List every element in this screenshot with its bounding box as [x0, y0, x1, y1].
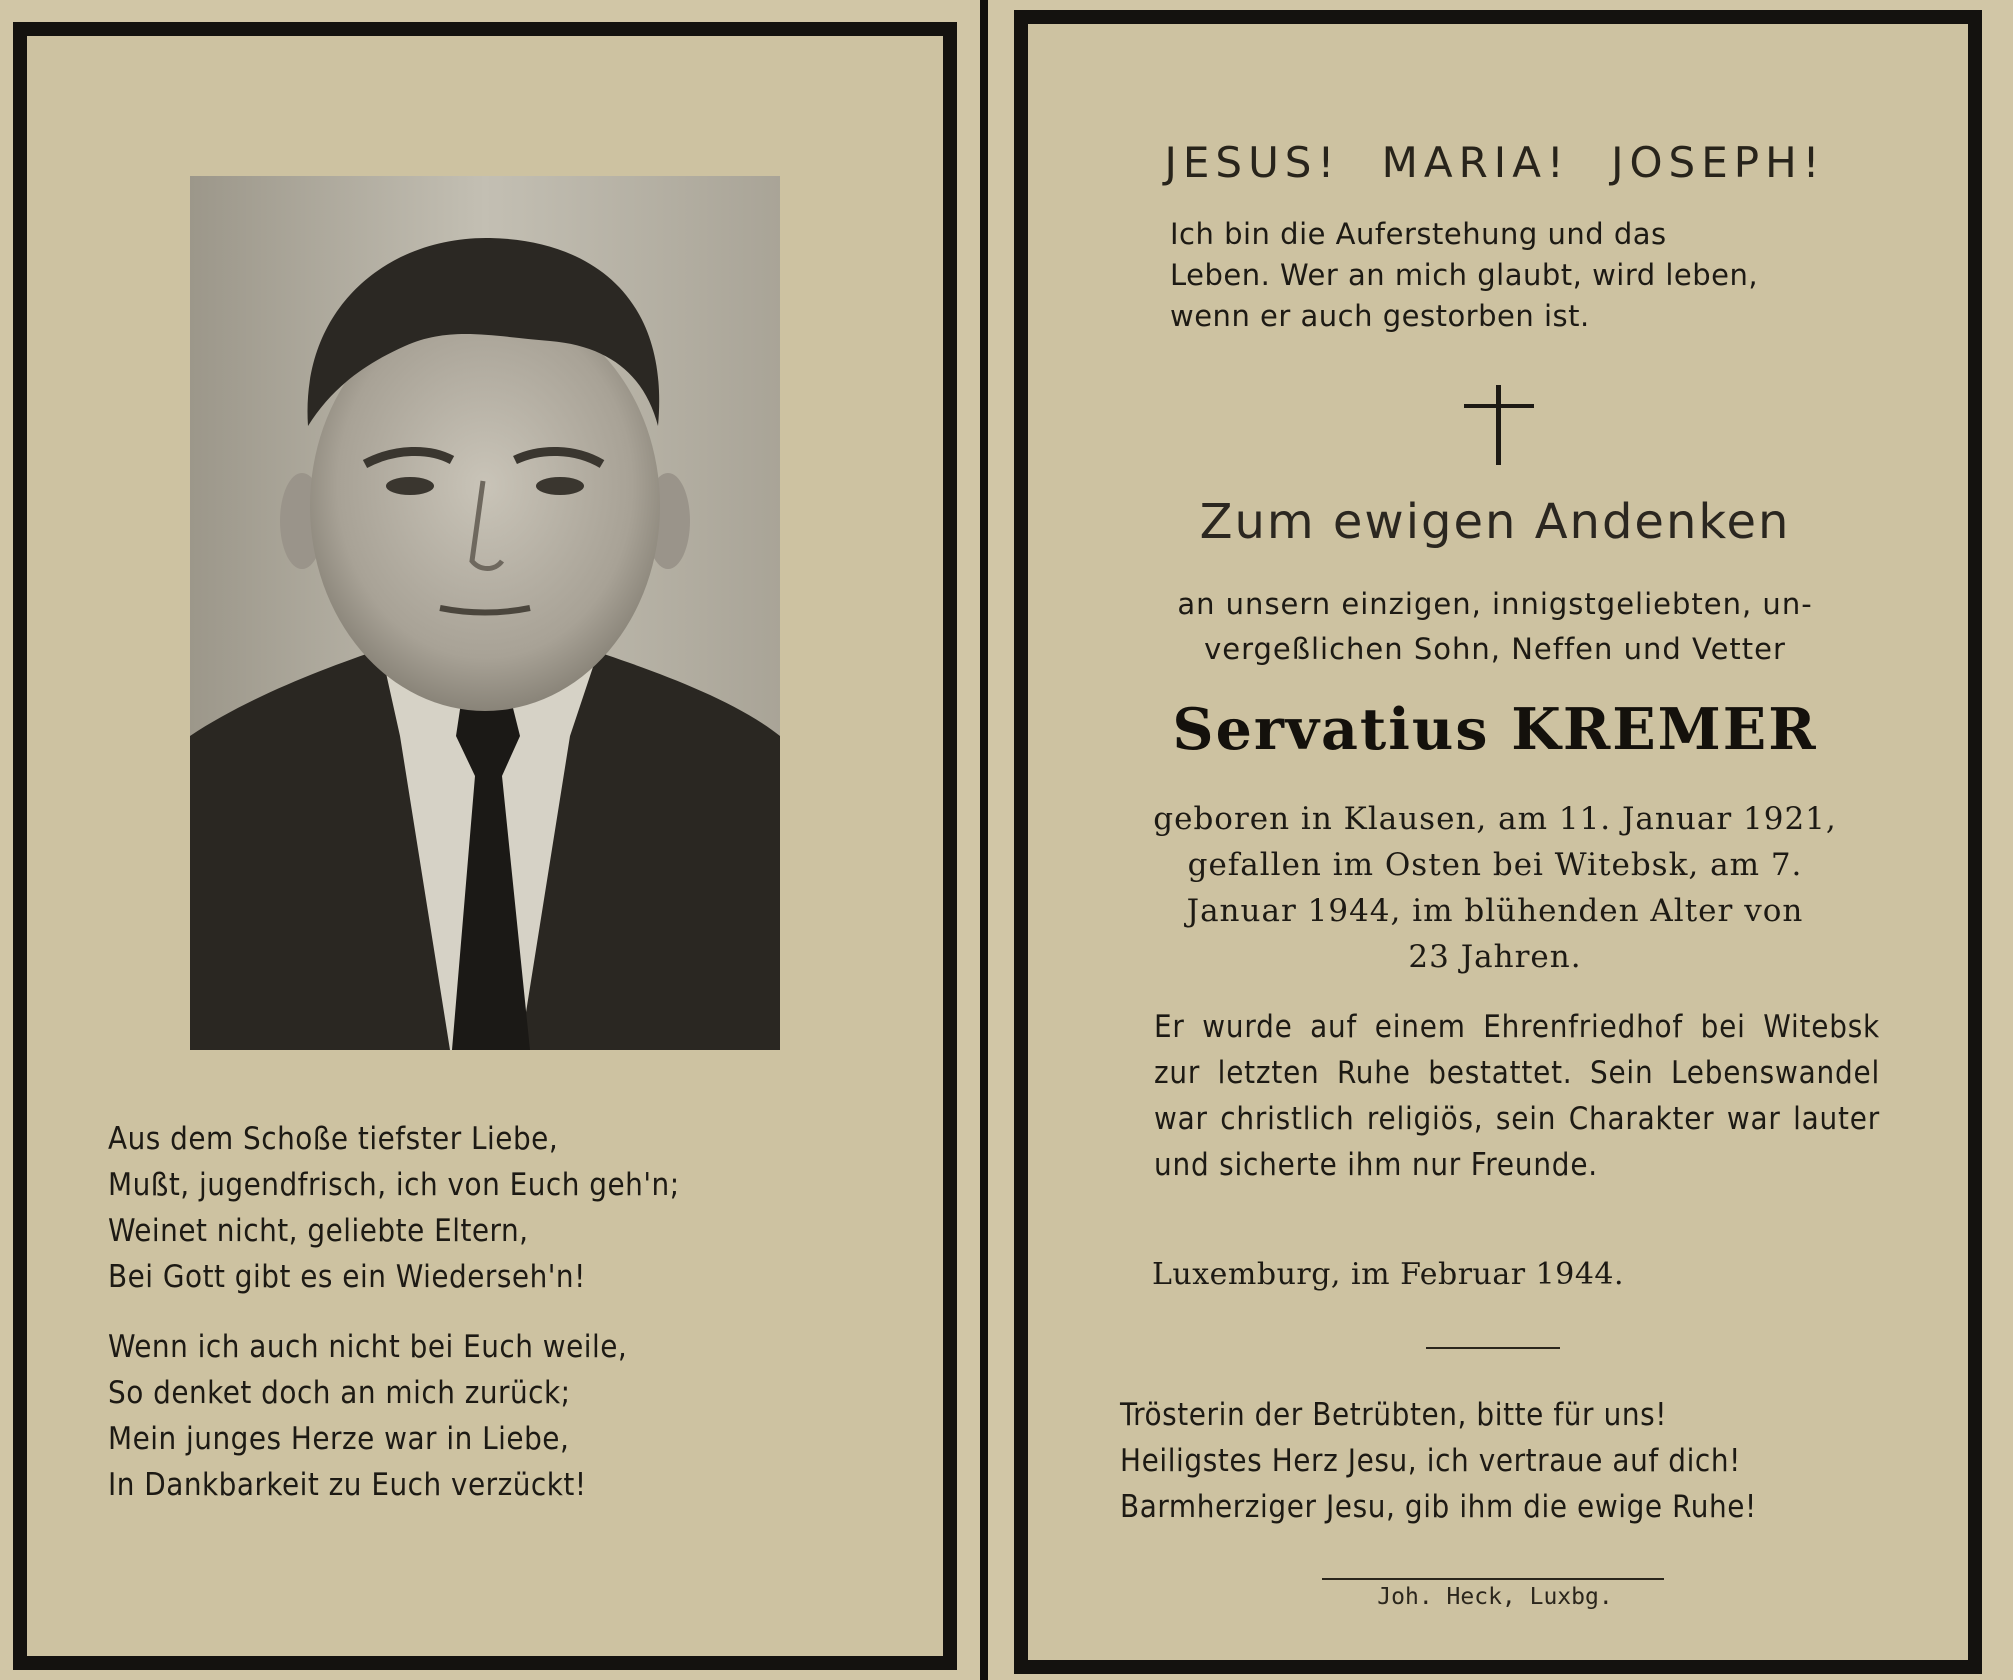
poem-line: Weinet nicht, geliebte Eltern, [108, 1213, 529, 1249]
verse-line: Ich bin die Auferstehung und das [1170, 217, 1667, 251]
portrait-photo [190, 176, 780, 1050]
verse-line: Leben. Wer an mich glaubt, wird leben, [1170, 258, 1759, 292]
poem-line: Bei Gott gibt es ein Wiederseh'n! [108, 1259, 586, 1295]
scripture-verse [1170, 214, 1880, 337]
closing-prayers [1120, 1392, 1880, 1530]
poem-line: So denket doch an mich zurück; [108, 1375, 571, 1411]
biography-text: Er wurde auf einem Ehrenfriedhof bei Witebsk zur letzten Ruhe bestattet. Sein Lebenswandel war christlich religiös, sein Charakter war lauter und sicherte ihm nur Freunde. [1154, 1009, 1880, 1183]
deceased-name: Servatius KREMER [1172, 696, 1818, 763]
cross-icon [1464, 385, 1534, 469]
poem-line: Mußt, jugendfrisch, ich von Euch geh'n; [108, 1167, 680, 1203]
poem-line: In Dankbarkeit zu Euch verzückt! [108, 1467, 587, 1503]
poem-line: Wenn ich auch nicht bei Euch weile, [108, 1329, 628, 1365]
poem-line: Aus dem Schoße tiefster Liebe, [108, 1121, 559, 1157]
divider [1426, 1347, 1560, 1349]
poem-line: Mein junges Herze war in Liebe, [108, 1421, 570, 1457]
invocation-heading: JESUS! MARIA! JOSEPH! [1164, 138, 1826, 187]
prayer-line: Heiligstes Herz Jesu, ich vertraue auf dich! [1120, 1443, 1741, 1479]
dates-line: gefallen im Osten bei Witebsk, am 7. [1187, 847, 1803, 883]
life-dates [1110, 796, 1880, 980]
poem-stanza-2 [108, 1324, 888, 1508]
dates-line: 23 Jahren. [1408, 939, 1582, 975]
printer-credit: Joh. Heck, Luxbg. [1377, 1584, 1613, 1610]
prayer-line: Barmherziger Jesu, gib ihm die ewige Ruhe! [1120, 1489, 1757, 1525]
intro-line: vergeßlichen Sohn, Neffen und Vetter [1204, 632, 1786, 666]
dates-line: geboren in Klausen, am 11. Januar 1921, [1153, 801, 1837, 837]
dedication-intro [1110, 582, 1880, 672]
printer-divider [1322, 1578, 1664, 1580]
prayer-line: Trösterin der Betrübten, bitte für uns! [1120, 1397, 1668, 1433]
poem-stanza-1 [108, 1116, 888, 1300]
memorial-heading: Zum ewigen Andenken [1199, 494, 1791, 550]
biography-paragraph [1120, 1004, 1880, 1188]
intro-line: an unsern einzigen, innigstgeliebten, un- [1177, 587, 1813, 621]
dates-line: Januar 1944, im blühenden Alter von [1186, 893, 1804, 929]
verse-line: wenn er auch gestorben ist. [1170, 299, 1590, 333]
place-and-date: Luxemburg, im Februar 1944. [1152, 1257, 1625, 1292]
